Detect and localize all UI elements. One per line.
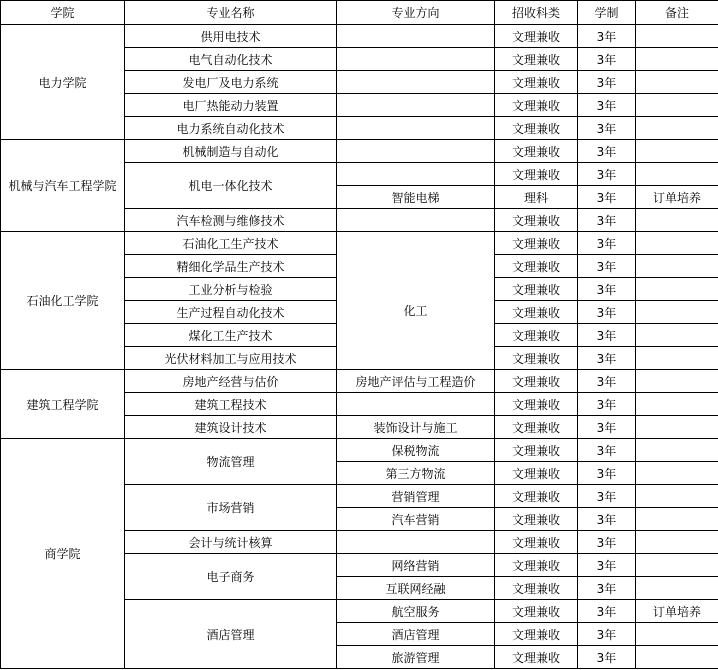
table-cell: 文理兼收: [495, 48, 578, 71]
table-cell: 会计与统计核算: [125, 531, 337, 554]
table-cell: [636, 71, 718, 94]
table-cell: 文理兼收: [495, 94, 578, 117]
table-cell: [636, 439, 718, 462]
table-cell: 酒店管理: [337, 623, 495, 646]
table-cell: [636, 485, 718, 508]
table-cell: [636, 94, 718, 117]
table-cell: 物流管理: [125, 439, 337, 485]
table-cell: [636, 462, 718, 485]
table-cell: 汽车检测与维修技术: [125, 209, 337, 232]
table-cell: 文理兼收: [495, 117, 578, 140]
table-cell: [337, 25, 495, 48]
table-cell: 光伏材料加工与应用技术: [125, 347, 337, 370]
table-cell: 精细化学品生产技术: [125, 255, 337, 278]
table-cell: [337, 140, 495, 163]
table-cell: 3年: [578, 600, 636, 623]
table-cell: 文理兼收: [495, 623, 578, 646]
table-cell: 3年: [578, 416, 636, 439]
table-cell: 订单培养: [636, 186, 718, 209]
table-cell: 文理兼收: [495, 508, 578, 531]
table-cell: 3年: [578, 646, 636, 669]
table-cell: 营销管理: [337, 485, 495, 508]
table-cell: 文理兼收: [495, 163, 578, 186]
table-cell: 文理兼收: [495, 462, 578, 485]
table-cell: [337, 71, 495, 94]
table-cell: 3年: [578, 232, 636, 255]
table-cell: 3年: [578, 370, 636, 393]
table-cell: [636, 232, 718, 255]
table-cell: 电力系统自动化技术: [125, 117, 337, 140]
table-cell: 文理兼收: [495, 416, 578, 439]
table-cell: 3年: [578, 71, 636, 94]
table-cell: 保税物流: [337, 439, 495, 462]
table-cell: 电厂热能动力装置: [125, 94, 337, 117]
table-cell: [337, 393, 495, 416]
table-cell: 航空服务: [337, 600, 495, 623]
table-cell: 互联网经融: [337, 577, 495, 600]
table-cell: 房地产经营与估价: [125, 370, 337, 393]
table-cell: 3年: [578, 163, 636, 186]
table-cell: [636, 554, 718, 577]
table-cell: [337, 163, 495, 186]
table-cell: 文理兼收: [495, 301, 578, 324]
table-cell: 生产过程自动化技术: [125, 301, 337, 324]
table-cell: [636, 531, 718, 554]
table-cell: 机械制造与自动化: [125, 140, 337, 163]
table-cell: 3年: [578, 301, 636, 324]
table-cell: 3年: [578, 554, 636, 577]
table-cell: 电气自动化技术: [125, 48, 337, 71]
table-cell: 机械与汽车工程学院: [1, 140, 125, 232]
table-cell: 3年: [578, 462, 636, 485]
table-cell: 理科: [495, 186, 578, 209]
table-cell: [636, 48, 718, 71]
table-cell: [337, 94, 495, 117]
table-cell: 文理兼收: [495, 485, 578, 508]
table-cell: 3年: [578, 209, 636, 232]
table-cell: 文理兼收: [495, 209, 578, 232]
table-body: [1, 25, 718, 669]
table-row: [1, 140, 718, 163]
table-cell: [636, 140, 718, 163]
table-cell: 3年: [578, 508, 636, 531]
table-cell: 3年: [578, 531, 636, 554]
header-direction: 专业方向: [337, 1, 495, 25]
table-cell: 第三方物流: [337, 462, 495, 485]
table-row: [1, 370, 718, 393]
table-cell: 旅游管理: [337, 646, 495, 669]
table-cell: [337, 531, 495, 554]
table-cell: 文理兼收: [495, 71, 578, 94]
header-duration: 学制: [578, 1, 636, 25]
table-cell: 工业分析与检验: [125, 278, 337, 301]
table-cell: 文理兼收: [495, 347, 578, 370]
table-cell: 文理兼收: [495, 577, 578, 600]
table-cell: 3年: [578, 186, 636, 209]
table-cell: 汽车营销: [337, 508, 495, 531]
table-cell: 3年: [578, 117, 636, 140]
table-cell: 智能电梯: [337, 186, 495, 209]
table-cell: [636, 623, 718, 646]
table-cell: [636, 117, 718, 140]
table-cell: 文理兼收: [495, 393, 578, 416]
table-cell: 文理兼收: [495, 370, 578, 393]
table-cell: 3年: [578, 255, 636, 278]
table-cell: [636, 324, 718, 347]
table-cell: 文理兼收: [495, 646, 578, 669]
header-category: 招收科类: [495, 1, 578, 25]
table-cell: 煤化工生产技术: [125, 324, 337, 347]
table-cell: 供用电技术: [125, 25, 337, 48]
table-cell: 文理兼收: [495, 140, 578, 163]
table-cell: [337, 117, 495, 140]
table-cell: 3年: [578, 623, 636, 646]
header-note: 备注: [636, 1, 718, 25]
table-cell: 房地产评估与工程造价: [337, 370, 495, 393]
table-cell: 3年: [578, 25, 636, 48]
table-cell: 网络营销: [337, 554, 495, 577]
table-cell: [636, 370, 718, 393]
table-cell: 文理兼收: [495, 531, 578, 554]
table-cell: 装饰设计与施工: [337, 416, 495, 439]
table-cell: 3年: [578, 278, 636, 301]
table-cell: 市场营销: [125, 485, 337, 531]
table-cell: [636, 209, 718, 232]
table-cell: 商学院: [1, 439, 125, 669]
table-cell: 电子商务: [125, 554, 337, 600]
table-cell: [636, 278, 718, 301]
table-cell: 文理兼收: [495, 25, 578, 48]
table-cell: 3年: [578, 577, 636, 600]
table-row: [1, 439, 718, 462]
header-major: 专业名称: [125, 1, 337, 25]
table-cell: 订单培养: [636, 600, 718, 623]
table-row: [1, 232, 718, 255]
table-cell: 石油化工生产技术: [125, 232, 337, 255]
table-cell: [636, 301, 718, 324]
table-cell: [636, 508, 718, 531]
table-cell: [337, 48, 495, 71]
table-cell: 3年: [578, 94, 636, 117]
table-cell: 3年: [578, 324, 636, 347]
header-row: [1, 1, 718, 25]
table-cell: [636, 646, 718, 669]
table-cell: 文理兼收: [495, 324, 578, 347]
table-cell: 建筑设计技术: [125, 416, 337, 439]
table-cell: 文理兼收: [495, 232, 578, 255]
table-cell: 文理兼收: [495, 600, 578, 623]
table-cell: [636, 577, 718, 600]
header-college: 学院: [1, 1, 125, 25]
table-cell: [636, 347, 718, 370]
table-cell: [636, 255, 718, 278]
table-cell: 机电一体化技术: [125, 163, 337, 209]
table-cell: 文理兼收: [495, 278, 578, 301]
table-cell: 3年: [578, 347, 636, 370]
table-cell: 化工: [337, 232, 495, 370]
table-cell: 石油化工学院: [1, 232, 125, 370]
table-cell: 3年: [578, 140, 636, 163]
table-cell: 建筑工程技术: [125, 393, 337, 416]
table-cell: 文理兼收: [495, 439, 578, 462]
table-cell: 3年: [578, 48, 636, 71]
table-cell: 酒店管理: [125, 600, 337, 669]
table-cell: 建筑工程学院: [1, 370, 125, 439]
table-cell: 3年: [578, 439, 636, 462]
table-cell: 电力学院: [1, 25, 125, 140]
table-cell: [636, 25, 718, 48]
table-row: [1, 25, 718, 48]
table-cell: [636, 393, 718, 416]
table-cell: 文理兼收: [495, 554, 578, 577]
table-cell: 文理兼收: [495, 255, 578, 278]
table-cell: 发电厂及电力系统: [125, 71, 337, 94]
table-cell: [636, 416, 718, 439]
table-cell: 3年: [578, 485, 636, 508]
table-cell: [337, 209, 495, 232]
table-cell: [636, 163, 718, 186]
table-cell: 3年: [578, 393, 636, 416]
